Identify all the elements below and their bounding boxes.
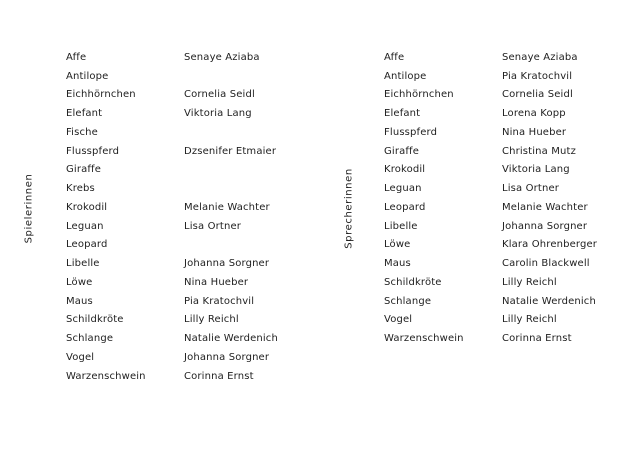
animal-name: Maus <box>66 295 93 307</box>
list-item <box>0 179 314 198</box>
speakers-list <box>320 48 632 348</box>
person-name: Natalie Werdenich <box>184 333 278 345</box>
animal-name: Libelle <box>66 258 100 270</box>
list-item <box>320 104 632 123</box>
animal-name: Warzenschwein <box>384 333 464 345</box>
list-item <box>0 367 314 386</box>
list-item <box>320 198 632 217</box>
list-item <box>320 254 632 273</box>
animal-name: Schildkröte <box>66 314 124 326</box>
list-item <box>320 123 632 142</box>
animal-name: Libelle <box>384 220 418 232</box>
animal-name: Krokodil <box>66 201 108 213</box>
animal-name: Antilope <box>66 70 109 82</box>
animal-name: Vogel <box>384 314 413 326</box>
animal-name: Elefant <box>66 108 103 120</box>
animal-name: Fische <box>66 126 98 138</box>
person-name: Nina Hueber <box>502 126 567 138</box>
person-name: Lorena Kopp <box>502 108 566 120</box>
list-item <box>320 86 632 105</box>
list-item <box>320 48 632 67</box>
players-heading: Spielerinnen <box>23 173 35 244</box>
person-name: Klara Ohrenberger <box>502 239 598 251</box>
list-item <box>320 179 632 198</box>
animal-name: Affe <box>384 51 405 63</box>
list-item <box>320 217 632 236</box>
person-name: Carolin Blackwell <box>502 258 590 270</box>
list-item <box>0 104 314 123</box>
animal-name: Flusspferd <box>66 145 120 157</box>
list-item <box>0 123 314 142</box>
animal-name: Warzenschwein <box>66 370 146 382</box>
list-item <box>320 311 632 330</box>
person-name: Lisa Ortner <box>502 183 560 195</box>
list-item <box>0 329 314 348</box>
animal-name: Antilope <box>384 70 427 82</box>
person-name: Pia Kratochvil <box>502 70 573 82</box>
person-name: Melanie Wachter <box>502 201 588 213</box>
person-name: Dzsenifer Etmaier <box>184 145 277 157</box>
animal-name: Leguan <box>384 183 422 195</box>
person-name: Senaye Aziaba <box>184 51 260 63</box>
animal-name: Krebs <box>66 183 95 195</box>
animal-name: Elefant <box>384 108 421 120</box>
animal-name: Giraffe <box>384 145 420 157</box>
person-name: Lilly Reichl <box>502 314 557 326</box>
animal-name: Eichhörnchen <box>66 89 136 101</box>
speakers-heading: Sprecherinnen <box>343 168 355 249</box>
list-item <box>320 329 632 348</box>
person-name: Corinna Ernst <box>502 333 572 345</box>
list-item <box>0 254 314 273</box>
person-name: Lilly Reichl <box>184 314 239 326</box>
list-item <box>320 67 632 86</box>
list-item <box>320 273 632 292</box>
person-name: Nina Hueber <box>184 276 249 288</box>
person-name: Melanie Wachter <box>184 201 270 213</box>
list-item <box>0 198 314 217</box>
person-name: Viktoria Lang <box>502 164 570 176</box>
animal-name: Schildkröte <box>384 276 442 288</box>
person-name: Lilly Reichl <box>502 276 557 288</box>
person-name: Pia Kratochvil <box>184 295 255 307</box>
list-item <box>0 348 314 367</box>
person-name: Corinna Ernst <box>184 370 254 382</box>
list-item <box>0 142 314 161</box>
person-name: Cornelia Seidl <box>502 89 573 101</box>
list-item <box>0 273 314 292</box>
person-name: Viktoria Lang <box>184 108 252 120</box>
list-item <box>320 161 632 180</box>
animal-name: Löwe <box>66 276 93 288</box>
animal-name: Vogel <box>66 351 95 363</box>
person-name: Senaye Aziaba <box>502 51 578 63</box>
animal-name: Eichhörnchen <box>384 89 454 101</box>
list-item <box>0 217 314 236</box>
list-item <box>0 236 314 255</box>
list-item <box>0 161 314 180</box>
animal-name: Krokodil <box>384 164 426 176</box>
list-item <box>0 48 314 67</box>
players-list <box>0 48 314 386</box>
person-name: Johanna Sorgner <box>184 258 270 270</box>
animal-name: Leopard <box>66 239 108 251</box>
person-name: Christina Mutz <box>502 145 576 157</box>
list-item <box>320 292 632 311</box>
animal-name: Affe <box>66 51 87 63</box>
person-name: Natalie Werdenich <box>502 295 596 307</box>
animal-name: Löwe <box>384 239 411 251</box>
animal-name: Leopard <box>384 201 426 213</box>
person-name: Johanna Sorgner <box>502 220 588 232</box>
person-name: Lisa Ortner <box>184 220 242 232</box>
list-item <box>0 311 314 330</box>
person-name: Johanna Sorgner <box>184 351 270 363</box>
list-item <box>320 236 632 255</box>
list-item <box>0 86 314 105</box>
list-item <box>320 142 632 161</box>
animal-name: Giraffe <box>66 164 102 176</box>
animal-name: Schlange <box>66 333 114 345</box>
animal-name: Schlange <box>384 295 432 307</box>
animal-name: Leguan <box>66 220 104 232</box>
list-item <box>0 67 314 86</box>
person-name: Cornelia Seidl <box>184 89 255 101</box>
animal-name: Maus <box>384 258 411 270</box>
list-item <box>0 292 314 311</box>
animal-name: Flusspferd <box>384 126 438 138</box>
